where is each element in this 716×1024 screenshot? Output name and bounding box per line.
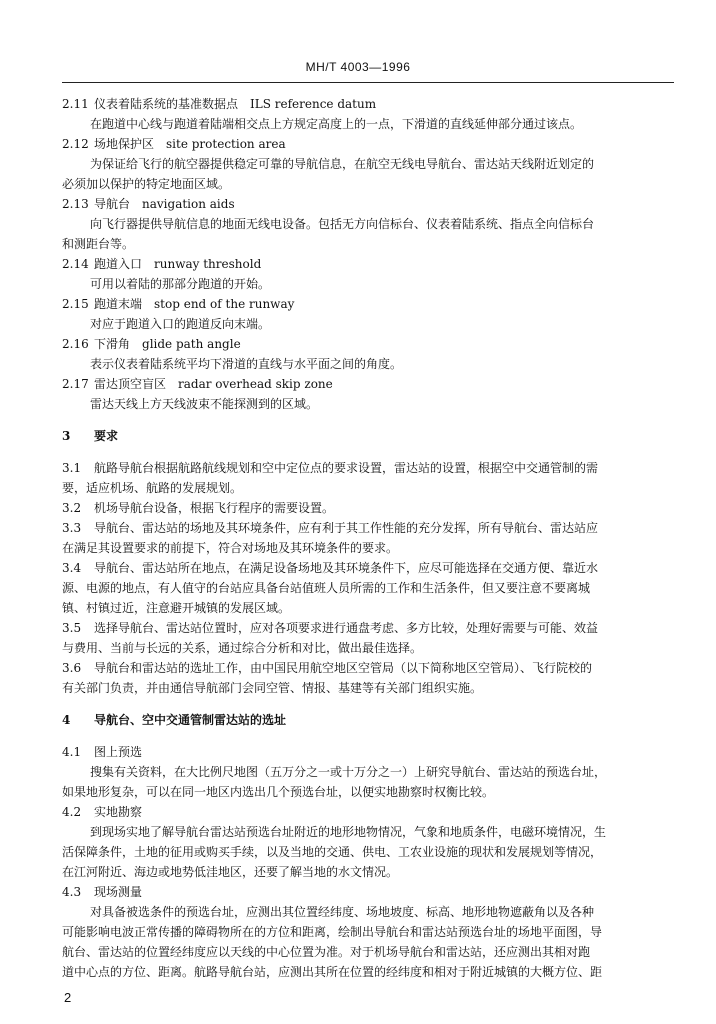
term-zh: 仪表着陆系统的基准数据点 [94,97,239,111]
paragraph-line [62,762,674,782]
clause-text: 选择导航台、雷达站位置时，应对各项要求进行通盘考虑、多方比较，处理好需要与可能、效益 [94,621,599,635]
clause-number: 3.6 [62,661,82,675]
clause-text: 机场导航台设备，根据飞行程序的需要设置。 [94,501,335,515]
paragraph-line [62,314,674,334]
spacer [62,698,674,710]
paragraph-text: 可用以着陆的那部分跑道的开始。 [90,277,271,291]
term-line [62,802,674,822]
clause-number: 3.3 [62,521,82,535]
paragraph-text: 如果地形复杂，可以在同一地区内选出几个预选台址，以便实地勘察时权衡比较。 [62,785,495,799]
clause-line [62,618,674,638]
continuation-line [62,578,674,598]
clause-number: 2.13 [62,197,89,211]
paragraph-line [62,822,674,842]
term-en: runway threshold [154,257,262,271]
page-number: 2 [64,990,72,1005]
term-en: ILS reference datum [250,97,377,111]
continuation-line [62,862,674,882]
paragraph-text: 搜集有关资料，在大比例尺地图（五万分之一或十万分之一）上研究导航台、雷达站的预选台址， [90,765,607,779]
term-zh: 导航台 [94,197,131,211]
term-zh: 现场测量 [94,885,143,899]
continuation-line [62,922,674,942]
term-line [62,134,674,154]
paragraph-text: 有关部门负责，并由通信导航部门会同空管、情报、基建等有关部门组织实施。 [62,681,483,695]
section-heading [62,426,674,446]
header-divider [62,82,674,83]
term-en: glide path angle [142,337,241,351]
clause-number: 4.2 [62,805,82,819]
continuation-line [62,478,674,498]
clause-line [62,558,674,578]
paragraph-text: 必须加以保护的特定地面区域。 [62,177,231,191]
clause-number: 2.15 [62,297,89,311]
continuation-line [62,538,674,558]
paragraph-text: 航台、雷达站的位置经纬度应以天线的中心位置为准。对于机场导航台和雷达站，还应测出其相对跑 [62,945,591,959]
paragraph-text: 活保障条件，土地的征用或购买手续，以及当地的交通、供电、工农业设施的现状和发展规划等情况， [62,845,603,859]
term-en: navigation aids [142,197,235,211]
clause-text: 航路导航台根据航路航线规划和空中定位点的要求设置，雷达站的设置，根据空中交通管制的需 [94,461,599,475]
term-zh: 跑道入口 [94,257,143,271]
paragraph-text: 雷达天线上方天线波束不能探测到的区域。 [90,397,319,411]
paragraph-text: 道中心点的方位、距离。航路导航台站，应测出其所在位置的经纬度和相对于附近城镇的大概方位、距 [62,965,603,979]
continuation-line [62,598,674,618]
paragraph-text: 要，适应机场、航路的发展规划。 [62,481,243,495]
clause-number: 4.3 [62,885,82,899]
clause-number: 2.11 [62,97,89,111]
term-line [62,94,674,114]
section-title: 要求 [94,429,119,443]
clause-number: 3.2 [62,501,82,515]
paragraph-line [62,274,674,294]
document-body [62,94,674,982]
paragraph-text: 向飞行器提供导航信息的地面无线电设备。包括无方向信标台、仪表着陆系统、指点全向信标台 [90,217,595,231]
paragraph-text: 在江河附近、海边或地势低洼地区，还要了解当地的水文情况。 [62,865,399,879]
clause-number: 2.16 [62,337,89,351]
continuation-line [62,842,674,862]
term-en: site protection area [166,137,286,151]
section-heading [62,710,674,730]
paragraph-text: 为保证给飞行的航空器提供稳定可靠的导航信息，在航空无线电导航台、雷达站天线附近划定的 [90,157,595,171]
paragraph-text: 表示仪表着陆系统平均下滑道的直线与水平面之间的角度。 [90,357,403,371]
paragraph-text: 与费用、当前与长远的关系，通过综合分析和对比，做出最佳选择。 [62,641,423,655]
term-line [62,882,674,902]
continuation-line [62,234,674,254]
term-line [62,194,674,214]
section-number: 3 [62,429,71,443]
paragraph-line [62,214,674,234]
clause-number: 2.12 [62,137,89,151]
continuation-line [62,962,674,982]
continuation-line [62,174,674,194]
paragraph-line [62,902,674,922]
term-en: radar overhead skip zone [178,377,333,391]
paragraph-text: 和测距台等。 [62,237,135,251]
term-zh: 下滑角 [94,337,131,351]
spacer [62,414,674,426]
clause-text: 导航台、雷达站的场地及其环境条件，应有利于其工作性能的充分发挥，所有导航台、雷达站应 [94,521,599,535]
term-line [62,334,674,354]
paragraph-text: 对具备被选条件的预选台址，应测出其位置经纬度、场地坡度、标高、地形地物遮蔽角以及各种 [90,905,595,919]
paragraph-text: 到现场实地了解导航台雷达站预选台址附近的地形地物情况，气象和地质条件，电磁环境情况，生 [90,825,607,839]
clause-number: 3.4 [62,561,82,575]
term-line [62,254,674,274]
term-line [62,294,674,314]
clause-line [62,498,674,518]
term-zh: 图上预选 [94,745,143,759]
paragraph-text: 可能影响电波正常传播的障碍物所在的方位和距离，绘制出导航台和雷达站预选台址的场地平面图，导 [62,925,603,939]
spacer [62,730,674,742]
paragraph-text: 对应于跑道入口的跑道反向末端。 [90,317,271,331]
paragraph-text: 在满足其设置要求的前提下，符合对场地及其环境条件的要求。 [62,541,399,555]
paragraph-line [62,394,674,414]
paragraph-line [62,114,674,134]
continuation-line [62,638,674,658]
clause-line [62,658,674,678]
clause-text: 导航台、雷达站所在地点，在满足设备场地及其环境条件下，应尽可能选择在交通方便、靠近水 [94,561,599,575]
term-zh: 雷达顶空盲区 [94,377,167,391]
paragraph-text: 镇、村镇过近，注意避开城镇的发展区域。 [62,601,291,615]
term-zh: 实地勘察 [94,805,143,819]
clause-text: 导航台和雷达站的选址工作，由中国民用航空地区空管局（以下简称地区空管局）、飞行院校的 [94,661,593,675]
term-line [62,742,674,762]
clause-line [62,458,674,478]
paragraph-line [62,354,674,374]
term-line [62,374,674,394]
document-header: MH/T 4003—1996 [305,60,411,74]
term-zh: 跑道末端 [94,297,143,311]
spacer [62,446,674,458]
clause-number: 3.1 [62,461,82,475]
paragraph-text: 源、电源的地点，有人值守的台站应具备台站值班人员所需的工作和生活条件，但又要注意不要离城 [62,581,591,595]
continuation-line [62,942,674,962]
clause-number: 3.5 [62,621,82,635]
paragraph-line [62,154,674,174]
continuation-line [62,782,674,802]
section-title: 导航台、空中交通管制雷达站的选址 [94,713,287,727]
paragraph-text: 在跑道中心线与跑道着陆端相交点上方规定高度上的一点，下滑道的直线延伸部分通过该点。 [90,117,583,131]
term-zh: 场地保护区 [94,137,155,151]
clause-line [62,518,674,538]
clause-number: 2.17 [62,377,89,391]
term-en: stop end of the runway [154,297,295,311]
continuation-line [62,678,674,698]
clause-number: 4.1 [62,745,82,759]
clause-number: 2.14 [62,257,89,271]
section-number: 4 [62,713,71,727]
